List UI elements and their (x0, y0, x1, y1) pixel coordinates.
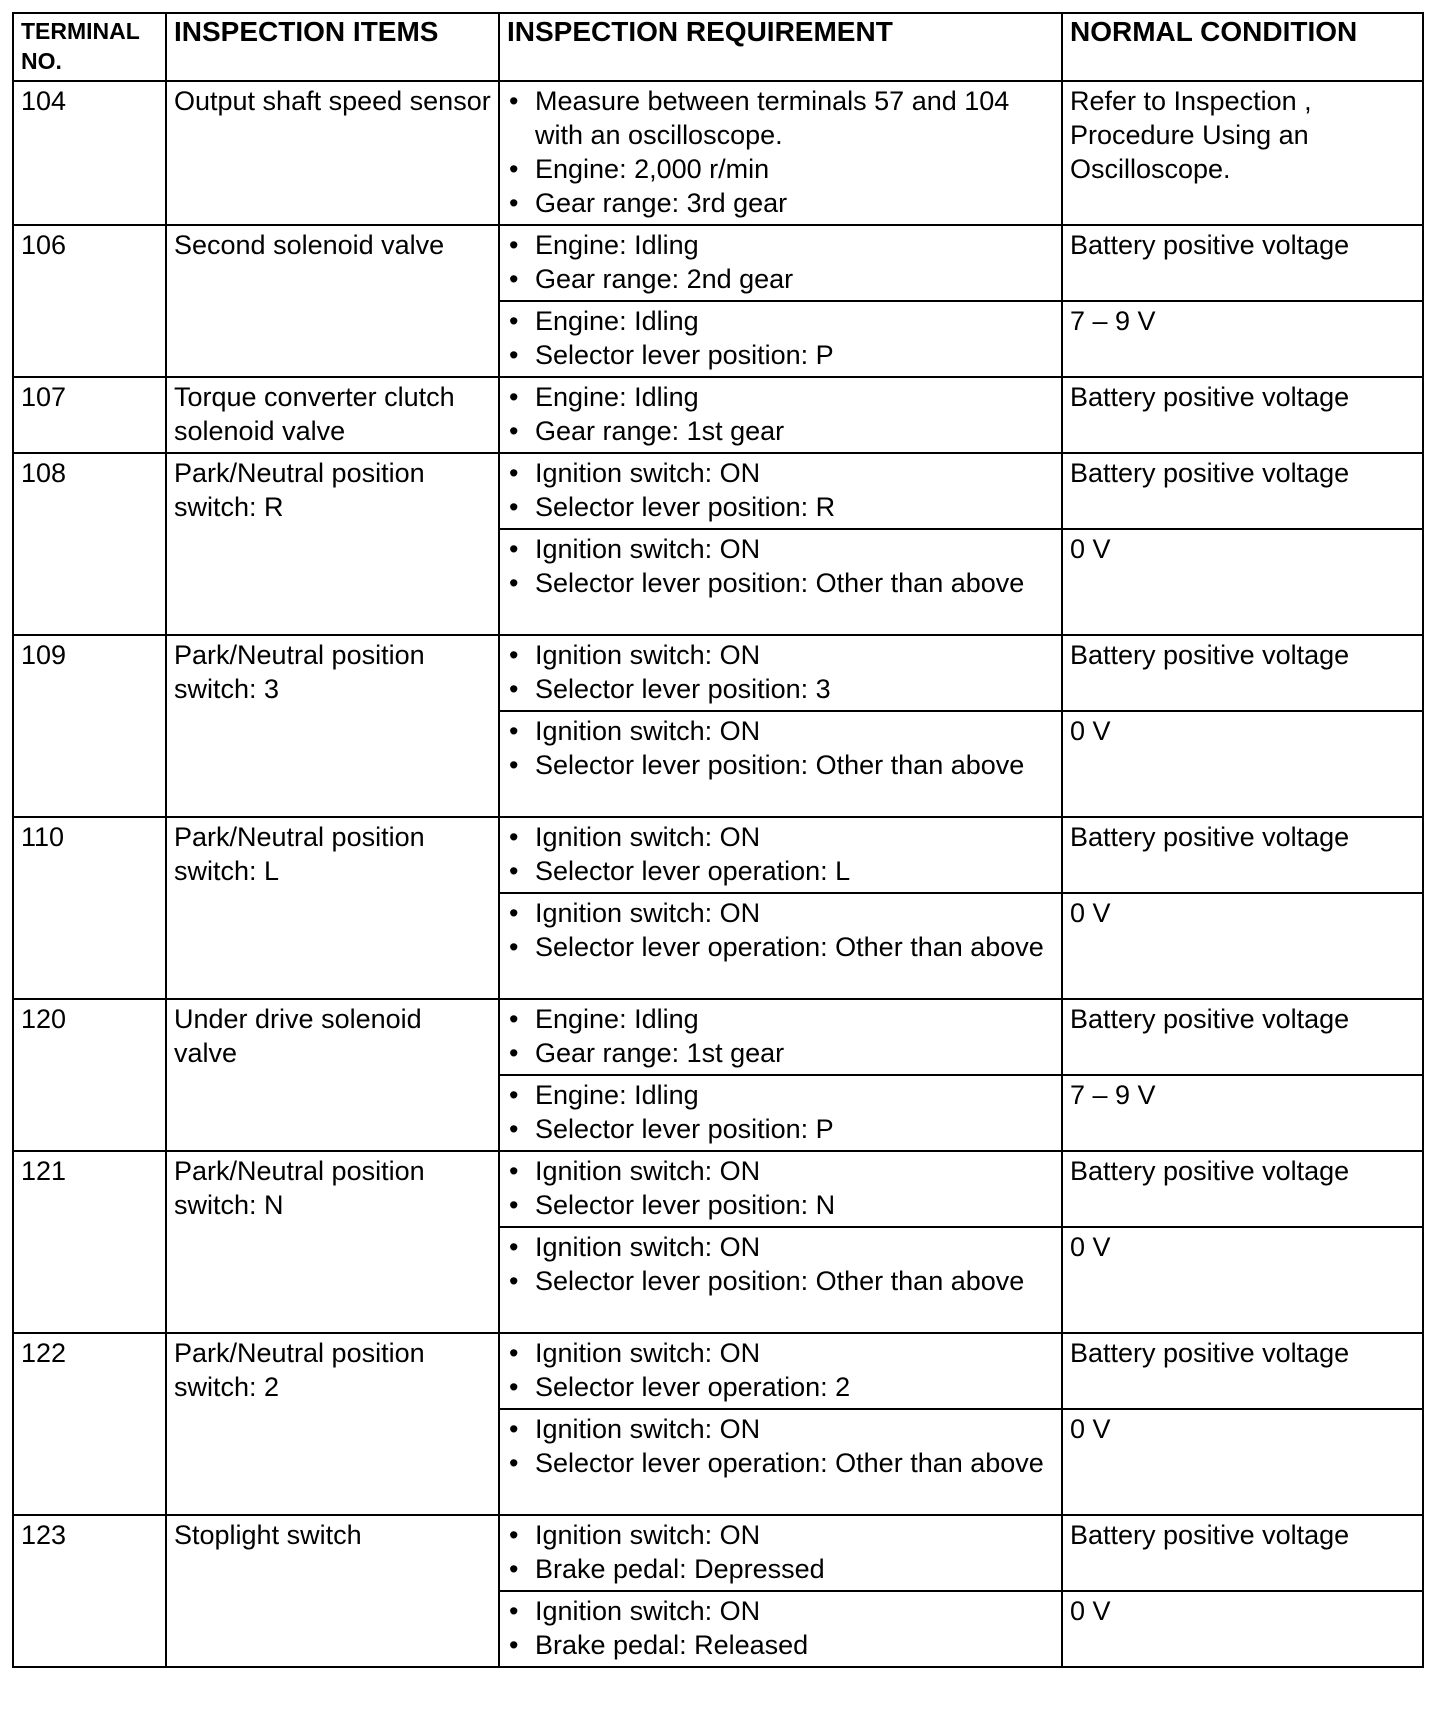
inspection-requirement (499, 817, 1062, 893)
terminal-number: 123 (13, 1515, 166, 1667)
requirement-item: • Ignition switch: ON (535, 820, 1054, 854)
table-row (13, 817, 1423, 893)
table-body (13, 81, 1423, 1667)
requirement-item: • Selector lever position: Other than above (535, 566, 1054, 600)
requirement-list (507, 896, 1054, 964)
requirement-item: • Selector lever position: P (535, 338, 1054, 372)
requirement-list (507, 456, 1054, 524)
table-row (13, 635, 1423, 711)
terminal-number: 107 (13, 377, 166, 453)
normal-condition: 0 V (1062, 1227, 1423, 1333)
header-normal-condition: NORMAL CONDITION (1062, 13, 1423, 81)
requirement-item: • Selector lever operation: L (535, 854, 1054, 888)
requirement-list (507, 1154, 1054, 1222)
terminal-number: 110 (13, 817, 166, 999)
terminal-number: 120 (13, 999, 166, 1151)
normal-condition: 0 V (1062, 893, 1423, 999)
inspection-requirement (499, 225, 1062, 301)
terminal-number: 104 (13, 81, 166, 225)
header-inspection-items: INSPECTION ITEMS (166, 13, 499, 81)
requirement-item: • Ignition switch: ON (535, 1412, 1054, 1446)
normal-condition: 0 V (1062, 1591, 1423, 1667)
inspection-table (12, 12, 1424, 1668)
header-terminal-no: TERMINAL NO. (13, 13, 166, 81)
requirement-item: • Engine: 2,000 r/min (535, 152, 1054, 186)
requirement-list (507, 532, 1054, 600)
requirement-item: • Selector lever position: N (535, 1188, 1054, 1222)
requirement-list (507, 638, 1054, 706)
normal-condition: Battery positive voltage (1062, 453, 1423, 529)
normal-condition: Battery positive voltage (1062, 635, 1423, 711)
inspection-item: Park/Neutral position switch: N (166, 1151, 499, 1333)
normal-condition: 0 V (1062, 529, 1423, 635)
requirement-list (507, 1336, 1054, 1404)
terminal-number: 121 (13, 1151, 166, 1333)
inspection-item: Output shaft speed sensor (166, 81, 499, 225)
requirement-list (507, 380, 1054, 448)
normal-condition: Battery positive voltage (1062, 999, 1423, 1075)
requirement-list (507, 1518, 1054, 1586)
requirement-list (507, 1230, 1054, 1298)
requirement-item: • Selector lever position: 3 (535, 672, 1054, 706)
inspection-requirement (499, 453, 1062, 529)
requirement-item: • Ignition switch: ON (535, 714, 1054, 748)
requirement-item: • Brake pedal: Depressed (535, 1552, 1054, 1586)
requirement-item: • Ignition switch: ON (535, 896, 1054, 930)
terminal-number: 108 (13, 453, 166, 635)
table-row (13, 999, 1423, 1075)
normal-condition: Battery positive voltage (1062, 817, 1423, 893)
inspection-requirement (499, 301, 1062, 377)
requirement-item: • Ignition switch: ON (535, 456, 1054, 490)
inspection-requirement (499, 635, 1062, 711)
normal-condition: 0 V (1062, 711, 1423, 817)
requirement-item: • Ignition switch: ON (535, 532, 1054, 566)
table-row (13, 377, 1423, 453)
inspection-item: Park/Neutral position switch: 2 (166, 1333, 499, 1515)
inspection-item: Under drive solenoid valve (166, 999, 499, 1151)
table-row (13, 1333, 1423, 1409)
inspection-requirement (499, 893, 1062, 999)
requirement-item: • Selector lever operation: Other than above (535, 930, 1054, 964)
terminal-number: 122 (13, 1333, 166, 1515)
inspection-item: Second solenoid valve (166, 225, 499, 377)
table-row (13, 1151, 1423, 1227)
requirement-item: • Ignition switch: ON (535, 638, 1054, 672)
terminal-number: 109 (13, 635, 166, 817)
normal-condition: Battery positive voltage (1062, 377, 1423, 453)
table-row (13, 225, 1423, 301)
requirement-list (507, 304, 1054, 372)
normal-condition: Refer to Inspection , Procedure Using an Oscilloscope. (1062, 81, 1423, 225)
requirement-item: • Selector lever operation: Other than above (535, 1446, 1054, 1480)
requirement-item: • Ignition switch: ON (535, 1594, 1054, 1628)
inspection-requirement (499, 1151, 1062, 1227)
requirement-item: • Selector lever position: Other than above (535, 1264, 1054, 1298)
requirement-item: • Gear range: 2nd gear (535, 262, 1054, 296)
normal-condition: Battery positive voltage (1062, 225, 1423, 301)
requirement-list (507, 820, 1054, 888)
requirement-item: • Ignition switch: ON (535, 1336, 1054, 1370)
requirement-list (507, 1412, 1054, 1480)
requirement-item: • Engine: Idling (535, 380, 1054, 414)
normal-condition: Battery positive voltage (1062, 1333, 1423, 1409)
requirement-item: • Ignition switch: ON (535, 1230, 1054, 1264)
requirement-list (507, 1002, 1054, 1070)
normal-condition: 7 – 9 V (1062, 301, 1423, 377)
requirement-item: • Engine: Idling (535, 304, 1054, 338)
requirement-item: • Selector lever position: P (535, 1112, 1054, 1146)
requirement-item: • Ignition switch: ON (535, 1154, 1054, 1188)
inspection-requirement (499, 377, 1062, 453)
normal-condition: 7 – 9 V (1062, 1075, 1423, 1151)
normal-condition: 0 V (1062, 1409, 1423, 1515)
inspection-requirement (499, 1515, 1062, 1591)
requirement-item: • Gear range: 3rd gear (535, 186, 1054, 220)
inspection-requirement (499, 529, 1062, 635)
inspection-requirement (499, 1075, 1062, 1151)
requirement-item: • Ignition switch: ON (535, 1518, 1054, 1552)
requirement-item: • Engine: Idling (535, 1078, 1054, 1112)
inspection-requirement (499, 999, 1062, 1075)
requirement-item: • Engine: Idling (535, 228, 1054, 262)
requirement-list (507, 714, 1054, 782)
requirement-item: • Measure between terminals 57 and 104 with an oscilloscope. (535, 84, 1054, 152)
requirement-item: • Engine: Idling (535, 1002, 1054, 1036)
requirement-item: • Selector lever operation: 2 (535, 1370, 1054, 1404)
requirement-list (507, 1594, 1054, 1662)
inspection-requirement (499, 1333, 1062, 1409)
requirement-item: • Selector lever position: Other than above (535, 748, 1054, 782)
header-inspection-requirement: INSPECTION REQUIREMENT (499, 13, 1062, 81)
inspection-item: Park/Neutral position switch: 3 (166, 635, 499, 817)
terminal-number: 106 (13, 225, 166, 377)
inspection-requirement (499, 81, 1062, 225)
requirement-item: • Brake pedal: Released (535, 1628, 1054, 1662)
inspection-item: Park/Neutral position switch: L (166, 817, 499, 999)
table-row (13, 1515, 1423, 1591)
requirement-list (507, 84, 1054, 220)
normal-condition: Battery positive voltage (1062, 1151, 1423, 1227)
requirement-item: • Gear range: 1st gear (535, 1036, 1054, 1070)
requirement-list (507, 1078, 1054, 1146)
inspection-requirement (499, 711, 1062, 817)
inspection-item: Torque converter clutch solenoid valve (166, 377, 499, 453)
normal-condition: Battery positive voltage (1062, 1515, 1423, 1591)
table-row (13, 81, 1423, 225)
inspection-requirement (499, 1591, 1062, 1667)
requirement-item: • Selector lever position: R (535, 490, 1054, 524)
inspection-requirement (499, 1409, 1062, 1515)
inspection-requirement (499, 1227, 1062, 1333)
inspection-item: Park/Neutral position switch: R (166, 453, 499, 635)
requirement-item: • Gear range: 1st gear (535, 414, 1054, 448)
requirement-list (507, 228, 1054, 296)
inspection-item: Stoplight switch (166, 1515, 499, 1667)
table-row (13, 453, 1423, 529)
